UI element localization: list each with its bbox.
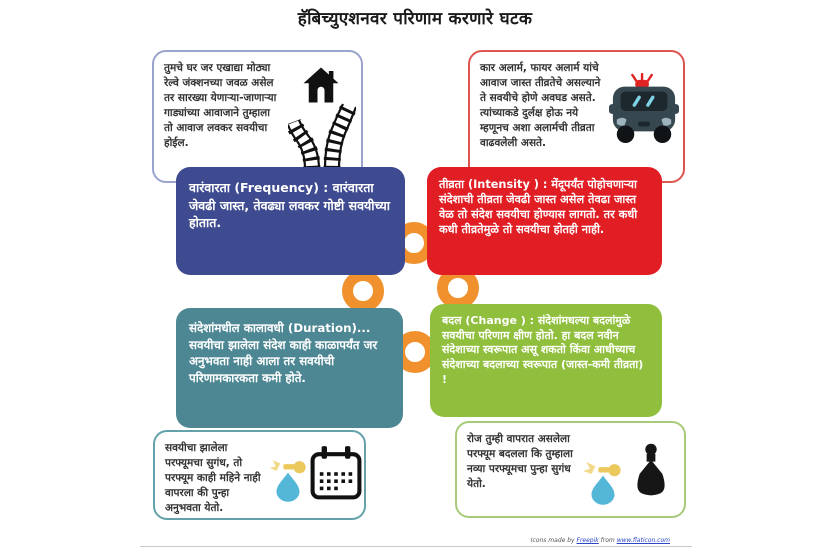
callout-railway-text: तुमचे घर जर एखाद्या मोठ्या रेल्वे जंक्शनच्या जवळ असेल तर सारख्या येणाऱ्या-जाणाऱ्या गाड्यांच्या आवाजाने तुम्हाला तो आवाज लवकर सवयीचा होईल. [164,62,277,149]
police-car-icon [609,73,679,149]
callout-perfume-months-text: सवयीचा झालेला परफ्यूमचा सुगंध, तो परफ्यूम काही महिने नाही वापरला की पुन्हा अनुभवता येतो. [165,442,261,514]
attribution-middle: from [598,537,617,544]
perfume-bottle-icon [630,442,672,508]
factor-box-frequency [176,167,405,275]
perfume-spray-icon [265,455,311,511]
factor-frequency-text: वारंवारता (Frequency) : वारंवारता जेवढी जास्त, तेवढ्या लवकर गोष्टी सवयीच्या होतात. [189,180,390,230]
connector-ring-left [342,270,384,312]
factor-box-change [430,304,662,417]
callout-alarm-example [468,50,685,183]
factor-box-intensity [427,167,662,275]
attribution-text [0,537,670,544]
page-title: हॅबिच्युएशनवर परिणाम करणारे घटक [297,9,533,29]
factor-change-text: बदल (Change ) : संदेशांमधल्या बदलांमुळे सवयीचा परिणाम क्षीण होतो. हा बदल नवीन संदेशाच्या स्वरूपात असू शकतो किंवा आधीच्याच संदेशाच्या बदलाच्या स्वरूपात (जास्त-कमी तीव्रता) ! [442,314,644,386]
callout-perfume-change-text: रोज तुम्ही वापरात असलेला परफ्यूम बदलला कि तुम्हाला नव्या परफ्यूमचा पुन्हा सुगंध येतो. [467,433,573,490]
attribution-prefix: Icons made by [530,537,577,544]
railway-junction-icon [288,95,356,173]
callout-perfume-months-example [153,430,366,520]
perfume-spray-icon [580,458,626,514]
factor-intensity-text: तीव्रता (Intensity ) : मेंदूपर्यंत पोहोचणाऱ्या संदेशाची तीव्रता जेवढी जास्त असेल तेवढा जास्त वेळ तो संदेश सवयीचा होण्यास लागतो. तर कधी कधी तीव्रतेमुळे तो सवयीचा होतही नाही. [439,178,638,237]
factor-box-duration [176,308,403,428]
callout-perfume-change-example [455,421,686,518]
calendar-icon [309,445,363,507]
callout-alarm-text: कार अलार्म, फायर अलार्म यांचे आवाज जास्त तीव्रतेचे असल्याने ते सवयीचे होणे अवघड असते. त्यांच्याकडे दुर्लक्ष होऊ नये म्हणूनच अशा अलार्मची तीव्रता वाढवलेली असते. [480,62,601,149]
freepik-link[interactable]: Freepik [576,537,599,544]
callout-railway-example [152,50,363,183]
flaticon-link[interactable]: www.flaticon.com [616,537,670,544]
bottom-divider-line [140,546,692,547]
factor-duration-text: संदेशांमधील कालावधी (Duration)... सवयीचा झालेला संदेश काही काळापर्यंत जर अनुभवता नाही आला तर सवयीची परिणामकारकता कमी होते. [189,321,378,385]
